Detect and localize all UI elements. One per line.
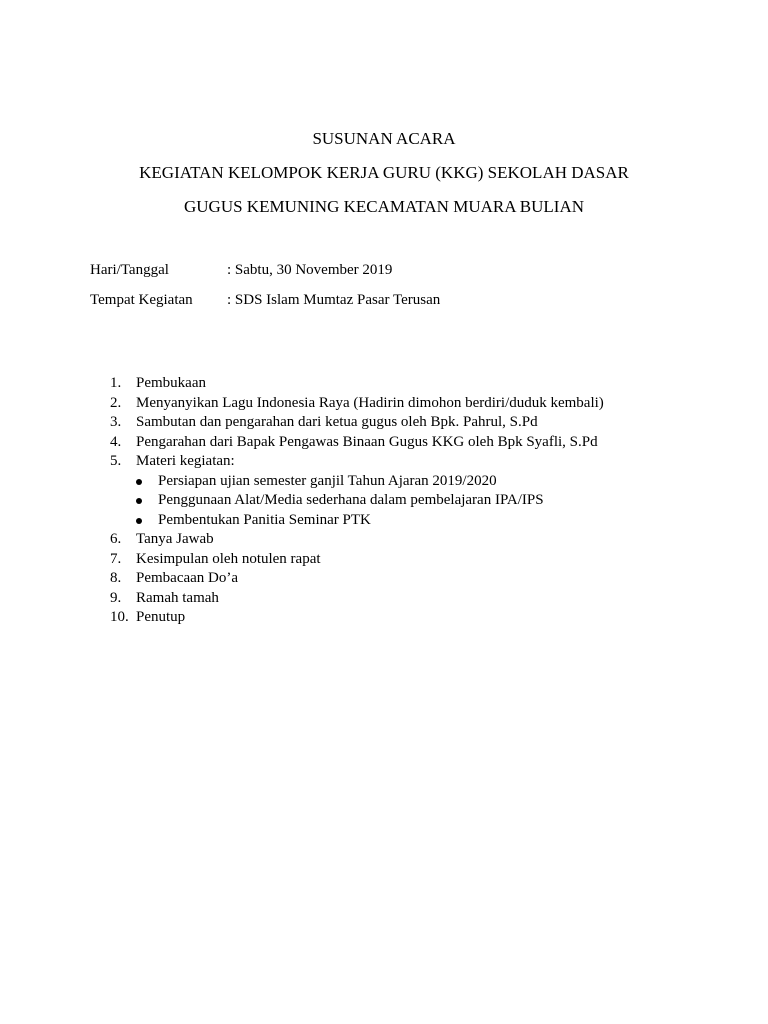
agenda-item: [110, 433, 730, 453]
agenda-text: Sambutan dan pengarahan dari ketua gugus oleh Bpk. Pahrul, S.Pd: [136, 414, 538, 430]
title-line-2: KEGIATAN KELOMPOK KERJA GURU (KKG) SEKOLAH DASAR: [139, 163, 629, 182]
agenda-text: Pengarahan dari Bapak Pengawas Binaan Gugus KKG oleh Bpk Syafli, S.Pd: [136, 433, 598, 450]
agenda-number: 7.: [110, 550, 122, 567]
agenda-item: [110, 413, 730, 433]
agenda-number: 2.: [110, 394, 122, 411]
agenda-text: Materi kegiatan:: [136, 453, 235, 469]
bullet-icon: [134, 472, 158, 492]
event-info: [90, 255, 690, 315]
agenda-text: Pembacaan Do’a: [136, 570, 239, 586]
agenda-item: [110, 374, 730, 394]
agenda-item: [110, 550, 730, 570]
agenda-item: [110, 608, 730, 628]
agenda-text: Penutup: [136, 609, 186, 625]
agenda-text: Tanya Jawab: [136, 531, 214, 547]
agenda-list: [110, 374, 730, 628]
place-label: Tempat Kegiatan: [90, 292, 193, 308]
agenda-number: 10.: [110, 609, 129, 625]
agenda-number: 4.: [110, 433, 122, 450]
agenda-text: Kesimpulan oleh notulen rapat: [136, 550, 321, 567]
place-row: [90, 285, 690, 315]
agenda-number: 1.: [110, 375, 122, 391]
agenda-item: [110, 589, 730, 609]
place-value: : SDS Islam Mumtaz Pasar Terusan: [227, 292, 441, 308]
agenda-number: 5.: [110, 453, 122, 469]
agenda-number: 6.: [110, 531, 122, 547]
title-line-1: SUSUNAN ACARA: [312, 129, 456, 148]
materi-item: [110, 491, 730, 511]
date-row: [90, 255, 690, 285]
title-line-3: GUGUS KEMUNING KECAMATAN MUARA BULIAN: [183, 197, 585, 216]
agenda-text: Pembukaan: [136, 375, 206, 391]
agenda-item: [110, 569, 730, 589]
agenda-number: 8.: [110, 570, 122, 586]
document-title: [0, 122, 768, 224]
materi-text: Penggunaan Alat/Media sederhana dalam pembelajaran IPA/IPS: [158, 492, 544, 508]
materi-text: Pembentukan Panitia Seminar PTK: [158, 511, 371, 528]
date-label: Hari/Tanggal: [90, 262, 169, 278]
bullet-icon: [134, 491, 158, 511]
agenda-item: [110, 530, 730, 550]
bullet-icon: [134, 511, 158, 531]
agenda-number: 3.: [110, 414, 122, 430]
agenda-text: Menyanyikan Lagu Indonesia Raya (Hadirin dimohon berdiri/duduk kembali): [136, 394, 604, 411]
agenda-text: Ramah tamah: [136, 589, 219, 606]
agenda-item: [110, 452, 730, 472]
materi-item: [110, 511, 730, 531]
agenda-number: 9.: [110, 589, 122, 606]
date-value: : Sabtu, 30 November 2019: [227, 262, 393, 278]
agenda-item: [110, 394, 730, 414]
materi-item: [110, 472, 730, 492]
materi-text: Persiapan ujian semester ganjil Tahun Ajaran 2019/2020: [158, 472, 497, 489]
